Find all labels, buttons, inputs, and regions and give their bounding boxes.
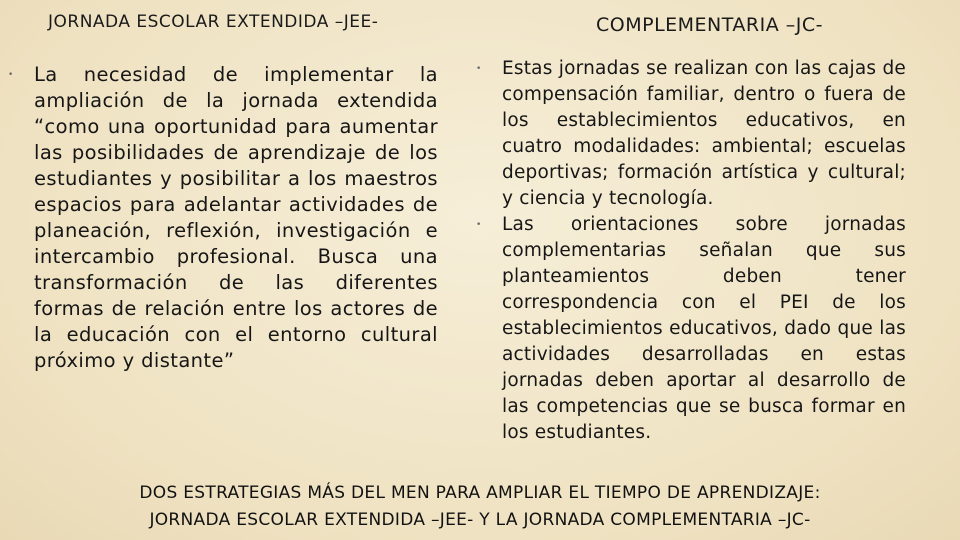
list-item (8, 62, 438, 374)
bullet-text: Las orientaciones sobre jornadas complementarias señalan que sus planteamientos deben tener correspondencia con el PEI de los establecimientos educativos, dado que las actividades desarrolladas en estas jornadas deben aportar al desarrollo de las competencias que se busca formar en los estudiantes. (502, 214, 906, 443)
right-heading: COMPLEMENTARIA –JC- (596, 14, 823, 36)
footer-line-2: JORNADA ESCOLAR EXTENDIDA –JEE- Y LA JORNADA COMPLEMENTARIA –JC- (149, 510, 811, 530)
right-bullet-list (476, 56, 906, 446)
bullet-icon: • (476, 64, 482, 74)
bullet-icon: • (8, 70, 14, 80)
footer-line-1: DOS ESTRATEGIAS MÁS DEL MEN PARA AMPLIAR EL TIEMPO DE APRENDIZAJE: (139, 483, 821, 503)
list-item (476, 212, 906, 446)
footer-title (0, 480, 960, 534)
list-item (476, 56, 906, 212)
bullet-text: La necesidad de implementar la ampliación de la jornada extendida “como una oportunidad para aumentar las posibilidades de aprendizaje de los estudiantes y posibilitar a los maestros espacios para adelantar actividades de planeación, reflexión, investigación e intercambio profesional. Busca una transformación de las diferentes formas de relación entre los actores de la educación con el entorno cultural próximo y distante” (34, 63, 438, 372)
left-heading: JORNADA ESCOLAR EXTENDIDA –JEE- (48, 12, 379, 32)
bullet-text: Estas jornadas se realizan con las cajas de compensación familiar, dentro o fuera de los establecimientos educativos, en cuatro modalidades: ambiental; escuelas deportivas; formación artística y cultural; y ciencia y tecnología. (502, 58, 906, 209)
bullet-icon: • (476, 220, 482, 230)
left-bullet-list (8, 62, 438, 374)
